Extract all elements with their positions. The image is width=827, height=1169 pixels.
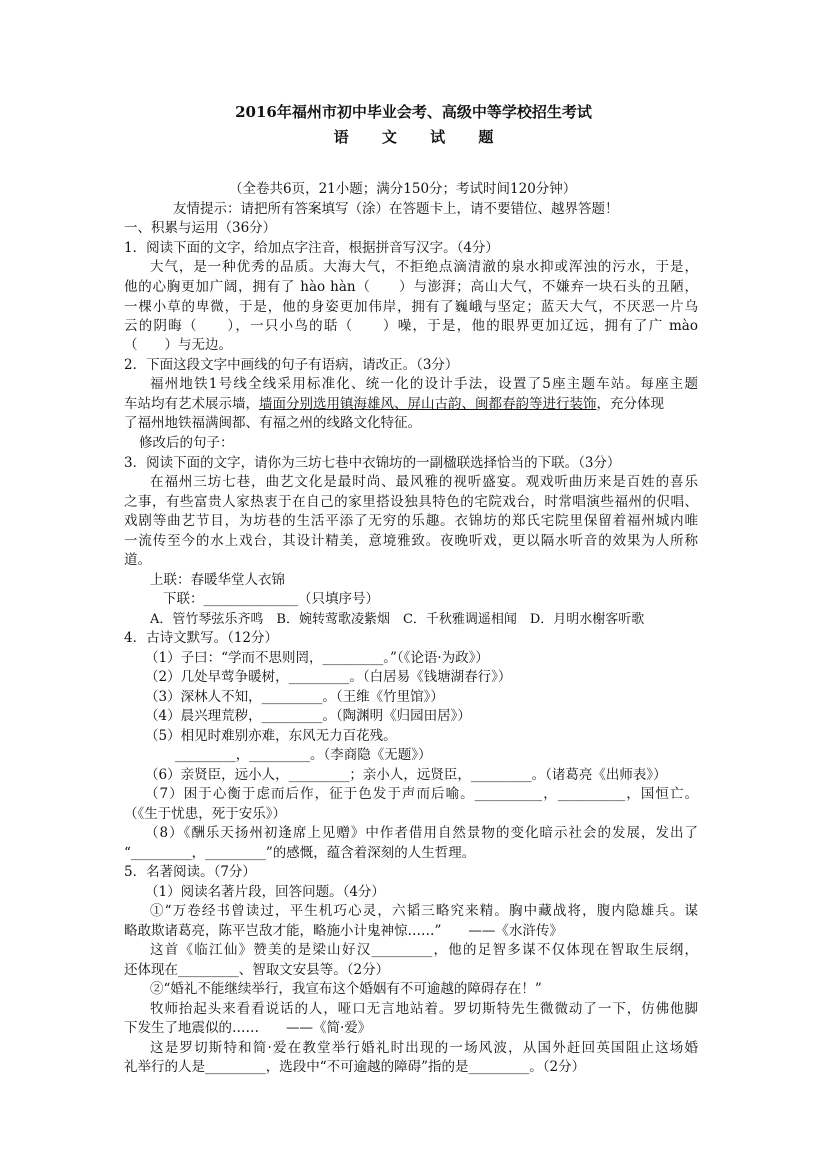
paragraph-line: 在福州三坊七巷，曲艺文化是最时尚、最风雅的视听盛宴。观戏听曲历来是百姓的喜乐	[150, 474, 698, 490]
paragraph-line: （ ）与无边。	[124, 337, 232, 353]
poem-item: （3）深林人不知，_________。（王维《竹里馆》）	[145, 689, 444, 705]
poem-item: “_________，_________”的感慨，蕴含着深刻的人生哲理。	[124, 845, 476, 861]
couplet-upper: 上联：春暖华堂人衣锦	[150, 572, 285, 588]
poem-item: （6）亲贤臣，远小人，_________；亲小人，远贤臣，_________。（诸葛亮《出师表》）	[145, 767, 667, 783]
couplet-options: A．管竹琴弦乐齐鸣 B．婉转莺歌凌紫烟 C．千秋雅调遥相闻 D．月明水榭客听歌	[150, 612, 645, 627]
poem-item: （8）《酬乐天扬州初逢席上见赠》中作者借用自然景物的变化暗示社会的发展，发出了	[145, 825, 698, 841]
paragraph-line: 之事，有些富贵人家热衷于在自己的家里搭设独具特色的宅院戏台，时常唱演些福州的伬唱、	[124, 494, 698, 510]
paragraph-line: 一流传至今的水上戏台，其设计精美，意境雅致。夜晚听戏，更以隔水听音的效果为人所称	[124, 533, 698, 549]
exam-info: （全卷共6页，21小题；满分150分；考试时间120分钟）	[229, 181, 577, 197]
answer-label: 修改后的句子：	[139, 435, 234, 451]
exam-subtitle: 语 文 试 题	[333, 128, 508, 146]
section-heading: 一、积累与运用（36分）	[124, 220, 277, 236]
paragraph-line: 道。	[124, 552, 151, 568]
question-line: 这是罗切斯特和简·爱在教堂举行婚礼时出现的一场风波，从国外赶回英国阻止这场婚	[150, 1040, 698, 1056]
underlined-sentence: 墙面分别选用镇海雄风、屏山古韵、闽都春韵等进行装饰	[259, 396, 597, 412]
paragraph-line: 一棵小草的卑微，于是，他的身姿更加伟岸，拥有了巍峨与坚定；蓝天大气，不厌恶一片乌	[124, 299, 698, 315]
couplet-lower	[163, 591, 379, 608]
friendly-tip: 友情提示：请把所有答案填写（涂）在答题卡上，请不要错位、越界答题！	[173, 201, 619, 217]
couplet-lower-label: 下联：	[163, 591, 204, 607]
paragraph-line: 福州地铁1号线全线采用标准化、统一化的设计手法，设置了5座主题车站。每座主题	[150, 376, 698, 392]
poem-item: （7）困于心衡于虑而后作，征于色发于声而后喻。__________，__________，国恒亡。	[145, 786, 698, 802]
couplet-lower-blank: ______________	[203, 591, 298, 607]
question-line: 还体现在_________、智取文安县等。（2分）	[124, 962, 390, 978]
sentence-post: ，充分体现	[596, 396, 664, 412]
poem-item: （《生于忧患，死于安乐》）	[124, 806, 286, 822]
question-line: 这首《临江仙》赞美的是梁山好汉_________，他的足智多谋不仅体现在智取生辰纲，	[150, 942, 698, 958]
excerpt-line: 略敢欺诸葛亮，陈平岂敌才能，略施小计鬼神惊……” ——《水浒传》	[124, 923, 563, 939]
paragraph-line: 戏剧等曲艺节目，为坊巷的生活平添了无穷的乐趣。衣锦坊的郑氏宅院里保留着福州城内唯	[124, 513, 698, 529]
question-5-stem: 5．名著阅读。（7分）	[124, 864, 256, 880]
poem-item: （1）子曰：“学而不思则罔，_________。”（《论语·为政》）	[145, 650, 489, 666]
paragraph-line	[124, 396, 698, 413]
question-4-stem: 4．古诗文默写。（12分）	[124, 630, 279, 646]
poem-item: _________，_________。（李商隐《无题》）	[175, 747, 432, 763]
couplet-lower-note: （只填序号）	[298, 591, 379, 607]
question-2-stem: 2．下面这段文字中画线的句子有语病，请改正。（3分）	[124, 357, 459, 373]
question-1-stem: 1．阅读下面的文字，给加点字注音，根据拼音写汉字。（4分）	[124, 240, 499, 256]
paragraph-line: 大气，是一种优秀的品质。大海大气，不拒绝点滴清澈的泉水抑或浑浊的污水，于是，	[150, 259, 698, 275]
question-line: 礼举行的人是_________，选段中“不可逾越的障碍”指的是_________。（2分）	[124, 1059, 586, 1075]
poem-item: （4）晨兴理荒秽，_________。（陶渊明《归园田居》）	[145, 708, 471, 724]
paragraph-line: 了福州地铁福满闽都、有福之州的线路文化特征。	[124, 415, 421, 431]
poem-item: （2）几处早莺争暖树，_________。（白居易《钱塘湖春行》）	[145, 669, 512, 685]
excerpt-line: 牧师抬起头来看看说话的人，哑口无言地站着。罗切斯特先生微微动了一下，仿佛他脚	[150, 1001, 698, 1017]
sentence-pre: 车站均有艺术展示墙，	[124, 396, 259, 412]
excerpt-line: ②“婚礼不能继续举行，我宣布这个婚姻有不可逾越的障碍存在！”	[150, 981, 542, 997]
paragraph-line: 他的心胸更加广阔，拥有了 hào hàn（ ）与澎湃；高山大气，不嫌弃一块石头的丑陋，	[124, 279, 698, 295]
exam-title: 2016年福州市初中毕业会考、高级中等学校招生考试	[235, 103, 592, 121]
paragraph-line: 云的阴晦（ ），一只小鸟的聒（ ）噪，于是，他的眼界更加辽远，拥有了广 mào	[124, 318, 698, 334]
question-3-stem: 3．阅读下面的文字，请你为三坊七巷中衣锦坊的一副楹联选择恰当的下联。（3分）	[124, 455, 621, 471]
excerpt-line: 下发生了地震似的…… ——《简·爱》	[124, 1020, 372, 1036]
sub-question: （1）阅读名著片段，回答问题。（4分）	[145, 884, 385, 900]
poem-item: （5）相见时难别亦难，东风无力百花残。	[145, 728, 397, 744]
excerpt-line: ①“万卷经书曾读过，平生机巧心灵，六韬三略究来精。胸中藏战将，腹内隐雄兵。谋	[150, 903, 698, 919]
